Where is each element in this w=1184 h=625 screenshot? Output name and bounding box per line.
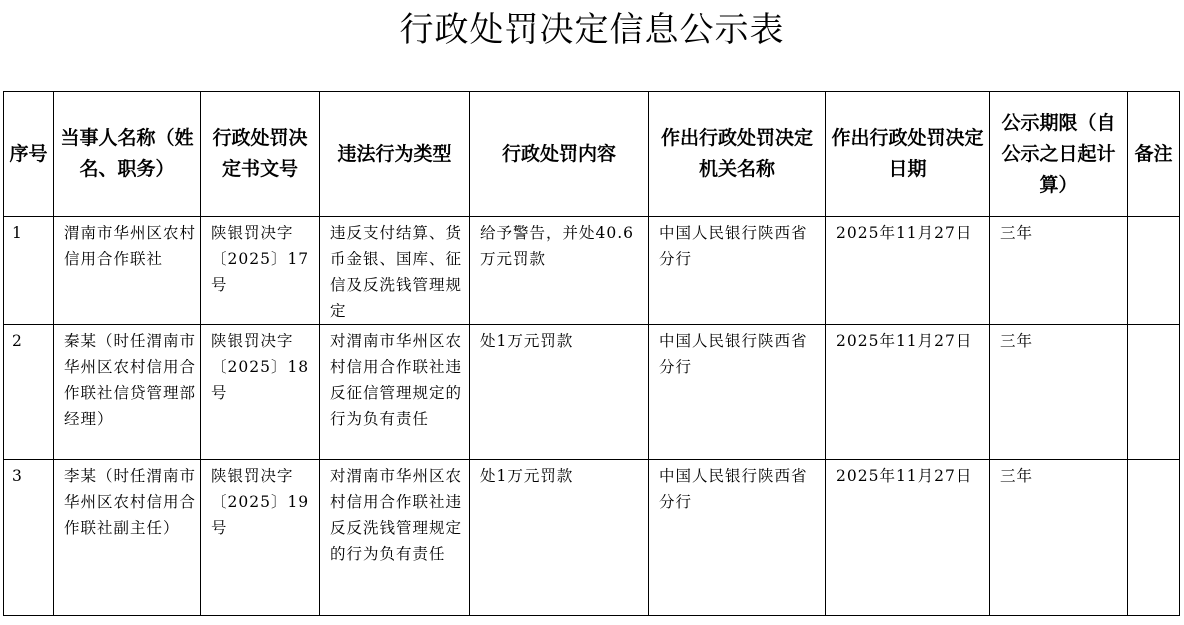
- cell-authority: 中国人民银行陕西省分行: [649, 217, 826, 325]
- cell-content: 给予警告，并处40.6万元罚款: [470, 217, 649, 325]
- cell-remark: [1128, 460, 1180, 616]
- header-content: 行政处罚内容: [470, 92, 649, 217]
- cell-date: 2025年11月27日: [826, 460, 990, 616]
- table-row: [4, 460, 1180, 616]
- cell-seq: 1: [4, 217, 54, 325]
- cell-violation: 违反支付结算、货币金银、国库、征信及反洗钱管理规定: [320, 217, 470, 325]
- cell-period: 三年: [990, 460, 1128, 616]
- cell-party: 渭南市华州区农村信用合作联社: [54, 217, 201, 325]
- cell-content: 处1万元罚款: [470, 325, 649, 460]
- header-date: 作出行政处罚决定日期: [826, 92, 990, 217]
- header-authority: 作出行政处罚决定机关名称: [649, 92, 826, 217]
- header-period: 公示期限（自公示之日起计算）: [990, 92, 1128, 217]
- page-title: 行政处罚决定信息公示表: [399, 10, 785, 50]
- cell-authority: 中国人民银行陕西省分行: [649, 325, 826, 460]
- cell-seq: 3: [4, 460, 54, 616]
- header-violation: 违法行为类型: [320, 92, 470, 217]
- penalty-disclosure-table: [3, 91, 1180, 616]
- table-row: [4, 325, 1180, 460]
- cell-date: 2025年11月27日: [826, 217, 990, 325]
- cell-period: 三年: [990, 217, 1128, 325]
- cell-content: 处1万元罚款: [470, 460, 649, 616]
- cell-party: 李某（时任渭南市华州区农村信用合作联社副主任）: [54, 460, 201, 616]
- header-seq: 序号: [4, 92, 54, 217]
- cell-doc-no: 陕银罚决字〔2025〕17号: [201, 217, 320, 325]
- cell-party: 秦某（时任渭南市华州区农村信用合作联社信贷管理部经理）: [54, 325, 201, 460]
- cell-date: 2025年11月27日: [826, 325, 990, 460]
- cell-violation: 对渭南市华州区农村信用合作联社违反反洗钱管理规定的行为负有责任: [320, 460, 470, 616]
- cell-doc-no: 陕银罚决字〔2025〕18号: [201, 325, 320, 460]
- header-doc-no: 行政处罚决定书文号: [201, 92, 320, 217]
- cell-remark: [1128, 325, 1180, 460]
- header-party: 当事人名称（姓名、职务）: [54, 92, 201, 217]
- header-row: [4, 92, 1180, 217]
- cell-doc-no: 陕银罚决字〔2025〕19号: [201, 460, 320, 616]
- cell-period: 三年: [990, 325, 1128, 460]
- cell-seq: 2: [4, 325, 54, 460]
- cell-authority: 中国人民银行陕西省分行: [649, 460, 826, 616]
- header-remark: 备注: [1128, 92, 1180, 217]
- cell-remark: [1128, 217, 1180, 325]
- table-row: [4, 217, 1180, 325]
- cell-violation: 对渭南市华州区农村信用合作联社违反征信管理规定的行为负有责任: [320, 325, 470, 460]
